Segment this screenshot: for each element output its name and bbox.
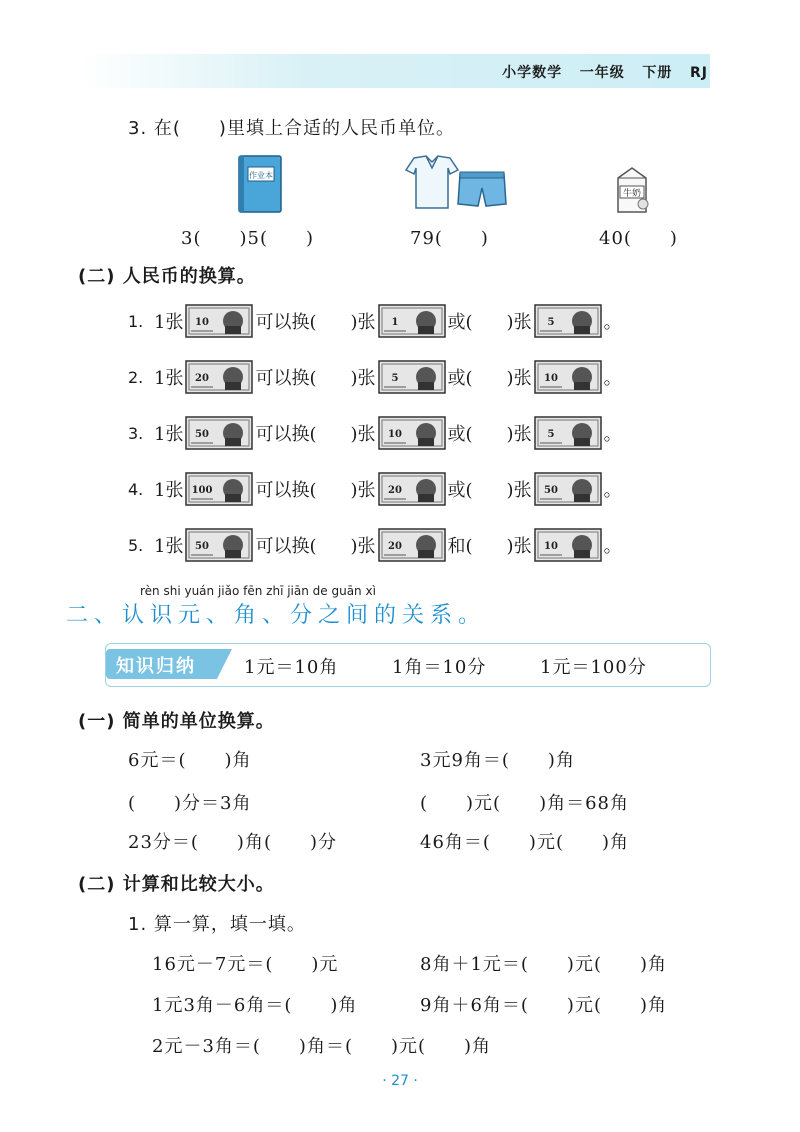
notebook-icon <box>238 155 282 217</box>
sub1-left-3: 23分＝( )角( )分 <box>128 832 337 853</box>
banknote-value: 5 <box>391 373 398 384</box>
exchange-or: 或( <box>447 480 473 501</box>
exchange-z2: )张 <box>506 536 532 557</box>
banknote-icon <box>378 304 446 338</box>
exchange-num: 2. <box>128 367 144 387</box>
q3-item-notebook: 3( )5( ) <box>181 228 314 249</box>
sub1-right-2: ( )元( )角＝68角 <box>420 793 629 814</box>
fact-jiao-fen: 1角＝10分 <box>392 657 487 678</box>
exchange-row <box>128 416 622 450</box>
banknote-value: 20 <box>387 541 402 552</box>
q3-item-clothes: 79( ) <box>410 228 489 249</box>
exchange-pre: 1张 <box>154 368 184 389</box>
header-volume: 下册 <box>642 65 673 81</box>
banknote-icon <box>534 528 602 562</box>
exchange-pre: 1张 <box>154 424 184 445</box>
banknote-icon <box>534 360 602 394</box>
banknote-icon <box>378 360 446 394</box>
exchange-num: 4. <box>128 479 144 499</box>
exchange-end: 。 <box>603 480 622 501</box>
banknote-icon <box>185 360 253 394</box>
exchange-z1: )张 <box>350 536 376 557</box>
fact-yuan-jiao: 1元＝10角 <box>244 657 339 678</box>
exchange-pre: 1张 <box>154 312 184 333</box>
banknote-value: 10 <box>543 373 558 384</box>
sub2-right-2: 9角＋6角＝( )元( )角 <box>420 995 667 1016</box>
exchange-or: 或( <box>447 424 473 445</box>
header-grade: 一年级 <box>579 65 625 81</box>
sub1-right-3: 46角＝( )元( )角 <box>420 832 629 853</box>
banknote-value: 10 <box>195 317 210 328</box>
sub2-left-3: 2元－3角＝( )角＝( )元( )角 <box>152 1036 492 1057</box>
exchange-or: 或( <box>447 368 473 389</box>
exchange-z1: )张 <box>350 312 376 333</box>
sub2-item-title: 1. 算一算，填一填。 <box>128 914 306 935</box>
milk-label: 牛奶 <box>622 189 642 199</box>
exchange-end: 。 <box>603 368 622 389</box>
exchange-row <box>128 528 622 562</box>
exchange-z2: )张 <box>506 480 532 501</box>
banknote-value: 5 <box>547 429 555 440</box>
banknote-value: 50 <box>195 429 210 440</box>
exchange-or: 或( <box>447 312 473 333</box>
exchange-can: 可以换( <box>255 312 317 333</box>
section-exchange-title: (二) 人民币的换算。 <box>78 266 256 287</box>
banknote-icon <box>378 472 446 506</box>
exchange-row <box>128 304 622 338</box>
exchange-z2: )张 <box>506 368 532 389</box>
exchange-z1: )张 <box>350 480 376 501</box>
banknote-icon <box>534 472 602 506</box>
header-subject: 小学数学 <box>502 65 563 81</box>
sub2-title: (二) 计算和比较大小。 <box>78 874 275 895</box>
milk-carton-icon <box>610 166 654 218</box>
banknote-value: 10 <box>543 541 558 552</box>
exchange-end: 。 <box>603 312 622 333</box>
sub2-left-1: 16元－7元＝( )元 <box>152 954 339 975</box>
header-edition: RJ <box>690 65 708 81</box>
exchange-can: 可以换( <box>255 480 317 501</box>
banknote-icon <box>378 416 446 450</box>
banknote-value: 20 <box>195 373 210 384</box>
banknote-icon <box>185 416 253 450</box>
banknote-value: 100 <box>192 485 213 496</box>
sub2-right-1: 8角＋1元＝( )元( )角 <box>420 954 667 975</box>
knowledge-tag: 知识归纳 <box>116 656 196 677</box>
exchange-z2: )张 <box>506 312 532 333</box>
exchange-z1: )张 <box>350 424 376 445</box>
exchange-can: 可以换( <box>255 368 317 389</box>
q3-title: 3. 在( )里填上合适的人民币单位。 <box>128 118 455 139</box>
banknote-value: 20 <box>387 485 402 496</box>
sub1-left-1: 6元＝( )角 <box>128 750 252 771</box>
exchange-num: 5. <box>128 535 144 555</box>
exchange-num: 1. <box>128 311 144 331</box>
banknote-icon <box>534 304 602 338</box>
part2-pinyin: rèn shi yuán jiǎo fēn zhī jiān de guān xì <box>140 584 376 598</box>
exchange-row <box>128 472 622 506</box>
banknote-icon <box>185 528 253 562</box>
exchange-can: 可以换( <box>255 424 317 445</box>
banknote-value: 1 <box>391 317 398 328</box>
exchange-num: 3. <box>128 423 144 443</box>
banknote-icon <box>185 472 253 506</box>
sub1-right-1: 3元9角＝( )角 <box>420 750 575 771</box>
notebook-label: 作业本 <box>249 171 273 180</box>
banknote-icon <box>378 528 446 562</box>
banknote-value: 10 <box>387 429 402 440</box>
exchange-z2: )张 <box>506 424 532 445</box>
fact-yuan-fen: 1元＝100分 <box>540 657 647 678</box>
header-text <box>502 62 708 82</box>
part2-title: 二、认识元、角、分之间的关系。 <box>66 603 487 628</box>
banknote-icon <box>185 304 253 338</box>
exchange-pre: 1张 <box>154 480 184 501</box>
exchange-end: 。 <box>603 424 622 445</box>
banknote-value: 5 <box>547 317 555 328</box>
sub2-left-2: 1元3角－6角＝( )角 <box>152 995 358 1016</box>
exchange-or: 和( <box>447 536 473 557</box>
banknote-value: 50 <box>543 485 558 496</box>
clothes-icon <box>400 154 510 218</box>
exchange-z1: )张 <box>350 368 376 389</box>
exchange-end: 。 <box>603 536 622 557</box>
exchange-row <box>128 360 622 394</box>
banknote-icon <box>534 416 602 450</box>
exchange-pre: 1张 <box>154 536 184 557</box>
sub1-left-2: ( )分＝3角 <box>128 793 252 814</box>
exchange-can: 可以换( <box>255 536 317 557</box>
sub1-title: (一) 简单的单位换算。 <box>78 711 275 732</box>
q3-item-milk: 40( ) <box>599 228 678 249</box>
banknote-value: 50 <box>195 541 210 552</box>
page-number: · 27 · <box>382 1073 418 1089</box>
